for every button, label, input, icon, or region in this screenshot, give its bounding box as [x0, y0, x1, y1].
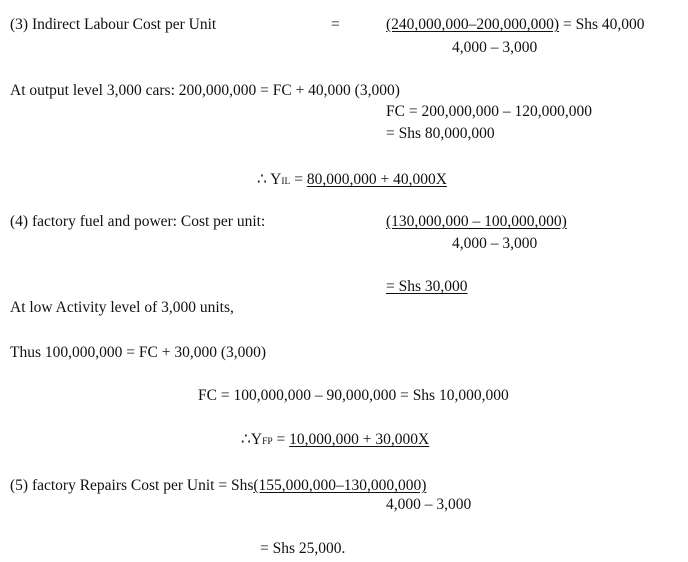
- section3-fc-line2: = Shs 80,000,000: [386, 125, 495, 142]
- section3-fraction-line: [386, 16, 644, 34]
- section3-heading: (3) Indirect Labour Cost per Unit: [10, 16, 217, 33]
- therefore-y: ∴ Y: [257, 171, 282, 188]
- y-subscript: FP: [262, 437, 273, 447]
- section4-numerator: [386, 213, 567, 231]
- section5-denominator: 4,000 – 3,000: [386, 496, 472, 513]
- equals-sign: =: [331, 16, 340, 33]
- section3-numerator: (240,000,000–200,000,000): [386, 16, 560, 33]
- section3-cost-equation: [257, 171, 447, 191]
- section3-result: = Shs 40,000: [559, 16, 645, 33]
- section4-denominator: 4,000 – 3,000: [452, 235, 538, 252]
- section4-thus-line: Thus 100,000,000 = FC + 30,000 (3,000): [10, 344, 267, 361]
- section5-line: [10, 477, 426, 495]
- section4-heading: (4) factory fuel and power: Cost per unit:: [10, 213, 266, 230]
- section3-denominator: 4,000 – 3,000: [452, 39, 538, 56]
- section3-formula: 80,000,000 + 40,000X: [306, 171, 447, 188]
- equation-equals: =: [290, 171, 307, 188]
- section4-result: [386, 278, 468, 296]
- section4-low-activity: At low Activity level of 3,000 units,: [10, 299, 234, 316]
- section3-fc-line1: FC = 200,000,000 – 120,000,000: [386, 103, 592, 120]
- equation-equals: =: [272, 431, 290, 448]
- section5-heading: (5) factory Repairs Cost per Unit = Shs: [10, 477, 254, 494]
- y-subscript: IL: [281, 177, 291, 187]
- therefore-y: ∴Y: [241, 431, 263, 448]
- section4-numerator-text: (130,000,000 – 100,000,000): [386, 213, 567, 230]
- section4-formula: 10,000,000 + 30,000X: [289, 431, 430, 448]
- section5-numerator: (155,000,000–130,000,000): [253, 477, 427, 494]
- section4-result-text: = Shs 30,000: [386, 278, 468, 295]
- section5-result: = Shs 25,000.: [260, 540, 346, 557]
- section3-output-line: At output level 3,000 cars: 200,000,000 = FC + 40,000 (3,000): [10, 82, 400, 99]
- section4-fc-line: FC = 100,000,000 – 90,000,000 = Shs 10,000,000: [198, 387, 509, 404]
- section4-cost-equation: [241, 431, 429, 451]
